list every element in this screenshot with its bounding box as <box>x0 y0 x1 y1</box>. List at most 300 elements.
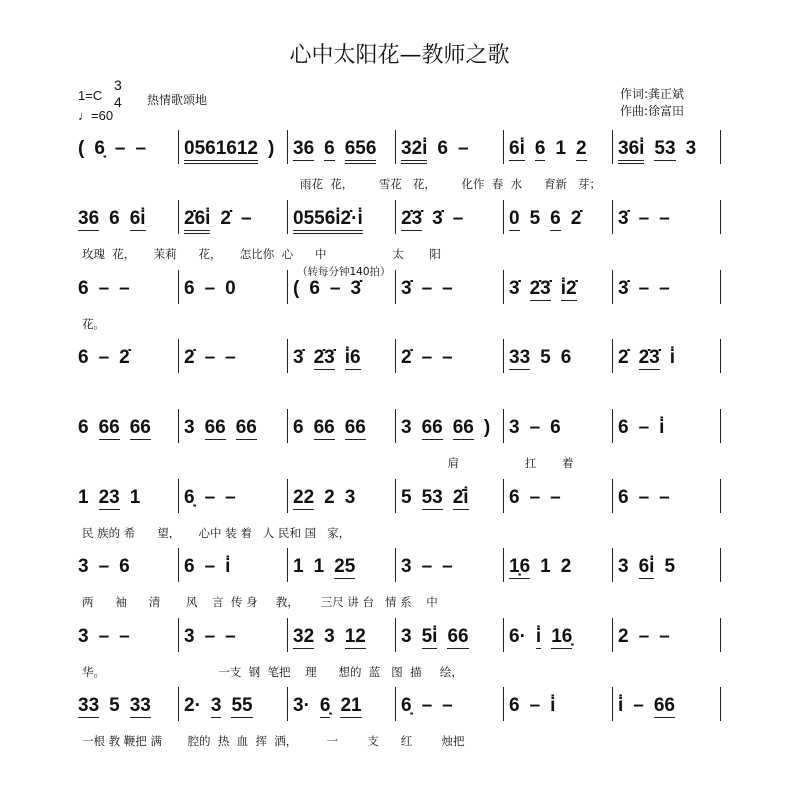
bar-line <box>612 548 613 582</box>
note-group: 1 <box>78 487 89 508</box>
note-group: 1 <box>293 556 304 577</box>
note-group: 2 <box>560 556 572 577</box>
bar-line <box>720 548 721 582</box>
time-top: 3 <box>114 77 122 93</box>
note-group: 66 <box>129 417 151 438</box>
note-group: – <box>638 487 650 508</box>
note-group: – <box>442 278 453 299</box>
measure <box>72 417 151 447</box>
measure <box>503 278 577 308</box>
time-bottom: 4 <box>114 94 122 110</box>
measure <box>287 695 362 725</box>
measure <box>612 138 696 168</box>
note-group: 6 <box>309 278 320 299</box>
measure <box>287 138 376 168</box>
measure <box>395 208 463 238</box>
note-group: 66 <box>447 626 469 647</box>
measure <box>395 626 469 656</box>
measure <box>395 278 453 308</box>
note-group: 6i̇ <box>509 138 525 159</box>
bar-line <box>720 270 721 304</box>
note-group: 6 <box>78 278 89 299</box>
measure <box>503 695 555 725</box>
note-group: 25 <box>334 556 356 577</box>
note-group: – <box>119 626 130 647</box>
bar-line <box>720 130 721 164</box>
bar-line <box>503 130 504 164</box>
song-title: 心中太阳花—教师之歌 <box>289 43 510 68</box>
note-group: i̇6 <box>344 347 361 368</box>
note-group: 3̇ <box>618 278 629 299</box>
measure <box>72 138 146 168</box>
note-group: 23 <box>98 487 120 508</box>
note-group: – <box>98 626 110 647</box>
measure <box>395 695 453 725</box>
lyric-line: 一根 教 鞭把 满 腔的 热 血 挥 洒， 一 支 红 烛把 <box>82 734 465 748</box>
note-group: – <box>529 417 541 438</box>
note-group: 3̇ <box>401 278 412 299</box>
bar-line <box>720 618 721 652</box>
note-group: 66 <box>235 417 257 438</box>
note-group: 1̣6 <box>509 556 531 577</box>
measure <box>287 417 366 447</box>
bar-line <box>395 339 396 373</box>
bar-line <box>287 200 288 234</box>
note-group: 3 <box>344 487 356 508</box>
note-group: 6· <box>509 626 526 647</box>
bar-line <box>720 687 721 721</box>
bar-line <box>395 409 396 443</box>
measure <box>72 695 151 725</box>
note-group: 3 <box>78 556 89 577</box>
measure <box>287 347 361 377</box>
note-group: 32 <box>293 626 315 647</box>
note-group: 2 <box>324 487 335 508</box>
note-group: 2̇3̇ <box>313 347 335 368</box>
note-group: 6 <box>534 138 546 159</box>
measure <box>178 695 253 725</box>
note-group: – <box>135 138 147 159</box>
note-group: – <box>659 626 670 647</box>
lyric-line: 雨花 花， 雪花 花， 化作 春 水 育新 芽； <box>300 177 601 191</box>
note-group: – <box>638 208 650 229</box>
measure <box>503 138 587 168</box>
bar-line <box>612 687 613 721</box>
lyric-line: 民 族的 希 望， 心中 装 着 人 民和 国 家， <box>82 526 351 540</box>
note-group: – <box>225 347 236 368</box>
note-group: 66 <box>653 695 675 716</box>
note-group: 6̣ <box>94 138 105 159</box>
measure <box>178 347 236 377</box>
note-group: 33 <box>78 695 100 716</box>
measure <box>178 278 236 308</box>
score-row <box>0 347 799 387</box>
bar-line <box>178 479 179 513</box>
note-group: ) <box>483 417 491 438</box>
bar-line <box>287 409 288 443</box>
measure <box>612 417 664 447</box>
note-group: – <box>98 556 110 577</box>
bar-line <box>178 618 179 652</box>
note-group: 3̇ <box>293 347 304 368</box>
tempo-marking: ♩=60 <box>78 108 114 123</box>
bar-line <box>395 270 396 304</box>
note-group: 6 <box>618 487 629 508</box>
bar-line <box>503 270 504 304</box>
note-group: 2̇i̇ <box>452 487 469 508</box>
note-group: 6i̇ <box>638 556 655 577</box>
bar-line <box>178 200 179 234</box>
measure <box>612 347 675 377</box>
bar-line <box>287 479 288 513</box>
note-group: 2̇ <box>119 347 130 368</box>
note-group: – <box>442 347 453 368</box>
bar-line <box>720 409 721 443</box>
credits <box>620 86 684 120</box>
note-group: 6 <box>550 417 561 438</box>
note-group: – <box>204 347 216 368</box>
note-group: – <box>421 278 433 299</box>
note-group: 3 <box>210 695 222 716</box>
bar-line <box>178 548 179 582</box>
bar-line <box>178 687 179 721</box>
score-row <box>0 266 799 331</box>
bar-line <box>395 479 396 513</box>
measure <box>395 417 490 447</box>
note-group: 6̣ <box>184 487 195 508</box>
lyric-line: 两 袖 清 风 言 传 身 教， 三尺 讲 台 情 系 中 <box>82 595 438 609</box>
note-group: 2̇ <box>618 347 629 368</box>
note-group: 6 <box>550 208 561 229</box>
note-group: i̇ <box>669 347 675 368</box>
note-group: – <box>659 278 670 299</box>
measure <box>612 695 675 725</box>
note-group: 5 <box>540 347 551 368</box>
note-group: 6̣ <box>319 695 331 716</box>
measure <box>612 556 675 586</box>
note-group: 3 <box>78 626 89 647</box>
note-group: 2· <box>184 695 201 716</box>
note-group: i̇ <box>618 695 624 716</box>
note-group: – <box>442 556 453 577</box>
bar-line <box>395 687 396 721</box>
note-group: – <box>421 695 433 716</box>
bar-line <box>178 270 179 304</box>
note-group: 6 <box>509 695 520 716</box>
bar-line <box>503 200 504 234</box>
note-group: 32i̇ <box>401 138 427 164</box>
note-group: 0 <box>509 208 520 229</box>
note-group: 3 <box>685 138 697 159</box>
note-group: 656 <box>345 138 377 164</box>
note-group: 66 <box>452 417 474 438</box>
measure <box>503 626 572 656</box>
bar-line <box>612 618 613 652</box>
note-group: – <box>204 487 216 508</box>
bar-line <box>612 270 613 304</box>
note-group: 6 <box>509 487 520 508</box>
note-group: 3 <box>184 626 195 647</box>
measure <box>395 556 453 586</box>
lyric-line: 花。 <box>82 317 105 331</box>
note-group: 66 <box>344 417 366 438</box>
bar-line <box>612 130 613 164</box>
note-group: 6̣ <box>401 695 412 716</box>
measure <box>178 626 236 656</box>
time-signature <box>114 77 122 111</box>
note-group: – <box>529 695 541 716</box>
note-group: 6i̇ <box>129 208 146 229</box>
note-group: ) <box>267 138 275 159</box>
measure <box>72 626 130 656</box>
note-group: 2̇ <box>570 208 582 229</box>
note-group: 2̇ <box>401 347 412 368</box>
note-group: 66 <box>421 417 443 438</box>
bar-line <box>720 479 721 513</box>
note-group: 33 <box>129 695 151 716</box>
note-group: 66 <box>98 417 120 438</box>
note-group: 3̇ <box>509 278 520 299</box>
note-group: 53 <box>654 138 676 159</box>
note-group: – <box>452 208 464 229</box>
note-group: 3 <box>618 556 629 577</box>
note-group: 0 <box>225 278 236 299</box>
measure <box>503 347 571 377</box>
bar-line <box>720 200 721 234</box>
note-group: – <box>204 556 216 577</box>
note-group: 53 <box>421 487 443 508</box>
measure <box>503 417 561 447</box>
measure <box>72 278 130 308</box>
note-group: i̇ <box>535 626 542 647</box>
note-group: 66 <box>313 417 335 438</box>
bar-line <box>287 270 288 304</box>
note-group: 3· <box>293 695 310 716</box>
bar-line <box>503 409 504 443</box>
bar-line <box>178 409 179 443</box>
bar-line <box>287 687 288 721</box>
note-group: – <box>529 487 541 508</box>
composer: 作曲:徐富田 <box>620 104 685 118</box>
note-group: 3 <box>401 556 412 577</box>
note-group: 6 <box>293 417 304 438</box>
note-group: – <box>633 695 644 716</box>
note-group: 6 <box>437 138 448 159</box>
lyric-line: 肩 扛 着 <box>82 456 574 470</box>
note-group: i̇ <box>550 695 556 716</box>
measure <box>287 208 363 238</box>
bar-line <box>503 618 504 652</box>
measure <box>178 138 274 168</box>
score-row <box>0 138 799 191</box>
note-group: – <box>442 695 453 716</box>
note-group: – <box>225 626 236 647</box>
note-group: 6 <box>184 556 195 577</box>
bar-line <box>612 409 613 443</box>
note-group: 5i̇ <box>421 626 438 647</box>
note-group: 33 <box>509 347 531 368</box>
note-group: – <box>550 487 561 508</box>
note-group: 3 <box>509 417 520 438</box>
measure <box>287 556 355 586</box>
measure <box>178 417 257 447</box>
note-group: 12 <box>344 626 366 647</box>
measure <box>395 487 469 517</box>
bar-line <box>395 200 396 234</box>
note-group: 1 <box>555 138 567 159</box>
expression-marking: 热情歌颂地 <box>147 93 208 107</box>
note-group: – <box>329 278 341 299</box>
note-group: 3̇ <box>350 278 362 299</box>
note-group: i̇2̇ <box>560 278 577 299</box>
note-group: i̇ <box>225 556 231 577</box>
note-group: – <box>638 417 650 438</box>
measure <box>287 626 366 656</box>
measure <box>178 208 252 238</box>
note-group: 2̇3̇ <box>529 278 551 299</box>
note-group: 36 <box>78 208 100 229</box>
note-group: – <box>225 487 236 508</box>
bar-line <box>503 479 504 513</box>
measure <box>612 487 670 517</box>
note-group: ( <box>293 278 300 299</box>
measure <box>72 208 146 238</box>
note-group: – <box>421 347 433 368</box>
measure <box>72 347 130 377</box>
bar-line <box>503 687 504 721</box>
key-signature: 1=C <box>78 88 103 103</box>
note-group: 5 <box>109 695 120 716</box>
note-group: 0556i̇2̇·i̇ <box>293 208 363 234</box>
note-group: – <box>638 278 650 299</box>
note-group: 2̇6i̇ <box>184 208 210 234</box>
score-row <box>0 208 799 261</box>
score-row <box>0 487 799 540</box>
note-group: 6 <box>184 278 195 299</box>
note-group: – <box>659 208 670 229</box>
measure <box>612 208 670 238</box>
note-group: 6 <box>560 347 572 368</box>
score-row <box>0 417 799 470</box>
bar-line <box>612 479 613 513</box>
note-group: 6 <box>119 556 130 577</box>
bar-line <box>395 130 396 164</box>
note-group: 3̇ <box>432 208 443 229</box>
note-group: ( <box>78 138 85 159</box>
note-group: 1 <box>540 556 551 577</box>
note-group: 1 <box>129 487 141 508</box>
note-group: 66 <box>204 417 226 438</box>
score-row <box>0 556 799 609</box>
note-group: 5 <box>529 208 541 229</box>
bar-line <box>395 618 396 652</box>
note-group: 36i̇ <box>618 138 644 164</box>
bar-line <box>720 339 721 373</box>
note-group: i̇ <box>659 417 665 438</box>
measure <box>287 278 361 308</box>
bar-line <box>287 339 288 373</box>
note-group: 2̇ <box>184 347 195 368</box>
bar-line <box>287 548 288 582</box>
note-group: 3 <box>401 417 412 438</box>
bar-line <box>287 618 288 652</box>
measure <box>612 626 670 656</box>
note-group: – <box>204 626 216 647</box>
note-group: 0561612 <box>184 138 258 164</box>
note-group: 2̇3̇ <box>638 347 660 368</box>
bar-line <box>178 130 179 164</box>
note-group: – <box>421 556 433 577</box>
note-group: 6 <box>324 138 335 159</box>
measure <box>503 208 581 238</box>
note-group: 2 <box>576 138 587 159</box>
measure <box>612 278 670 308</box>
note-group: 55 <box>231 695 253 716</box>
bar-line <box>503 548 504 582</box>
note-group: 5 <box>664 556 676 577</box>
note-group: 2̇ <box>220 208 231 229</box>
note-group: 5 <box>401 487 412 508</box>
note-group: 36 <box>293 138 315 159</box>
note-group: 21 <box>340 695 362 716</box>
note-group: – <box>98 278 110 299</box>
bar-line <box>395 548 396 582</box>
note-group: 6 <box>618 417 629 438</box>
tempo-change-annotation: （转每分钟140拍） <box>297 266 391 278</box>
score-row <box>0 695 799 748</box>
note-group: 22 <box>293 487 315 508</box>
note-group: 3 <box>401 626 412 647</box>
bar-line <box>503 339 504 373</box>
note-group: 6 <box>78 347 89 368</box>
note-group: 2̇3̇ <box>401 208 423 229</box>
measure <box>178 556 230 586</box>
note-group: 3̇ <box>618 208 629 229</box>
bar-line <box>612 339 613 373</box>
note-group: 1 <box>313 556 325 577</box>
measure <box>503 556 571 586</box>
note-group: 16̣ <box>551 626 573 647</box>
measure <box>178 487 236 517</box>
measure <box>395 347 453 377</box>
note-group: – <box>98 347 110 368</box>
note-group: – <box>119 278 130 299</box>
note-group: 6 <box>78 417 89 438</box>
score-row <box>0 626 799 679</box>
note-group: – <box>114 138 126 159</box>
note-group: 2 <box>618 626 629 647</box>
note-group: – <box>638 626 650 647</box>
measure <box>395 138 469 168</box>
note-group: 3 <box>184 417 195 438</box>
measure <box>72 487 140 517</box>
note-group: 3 <box>324 626 335 647</box>
bar-line <box>287 130 288 164</box>
lyric-line: 玫瑰 花， 茉莉 花， 怎比你 心 中 太 阳 <box>82 247 441 261</box>
note-group: – <box>659 487 670 508</box>
bar-line <box>612 200 613 234</box>
note-group: – <box>204 278 216 299</box>
measure <box>72 556 130 586</box>
measure <box>503 487 561 517</box>
measure <box>287 487 355 517</box>
lyricist: 作词:龚正斌 <box>620 87 685 101</box>
note-group: – <box>458 138 469 159</box>
bar-line <box>178 339 179 373</box>
note-group: 6 <box>109 208 120 229</box>
lyric-line: 华。 一支 钢 笔把 理 想的 蓝 图 描 绘， <box>82 665 463 679</box>
note-group: – <box>241 208 252 229</box>
